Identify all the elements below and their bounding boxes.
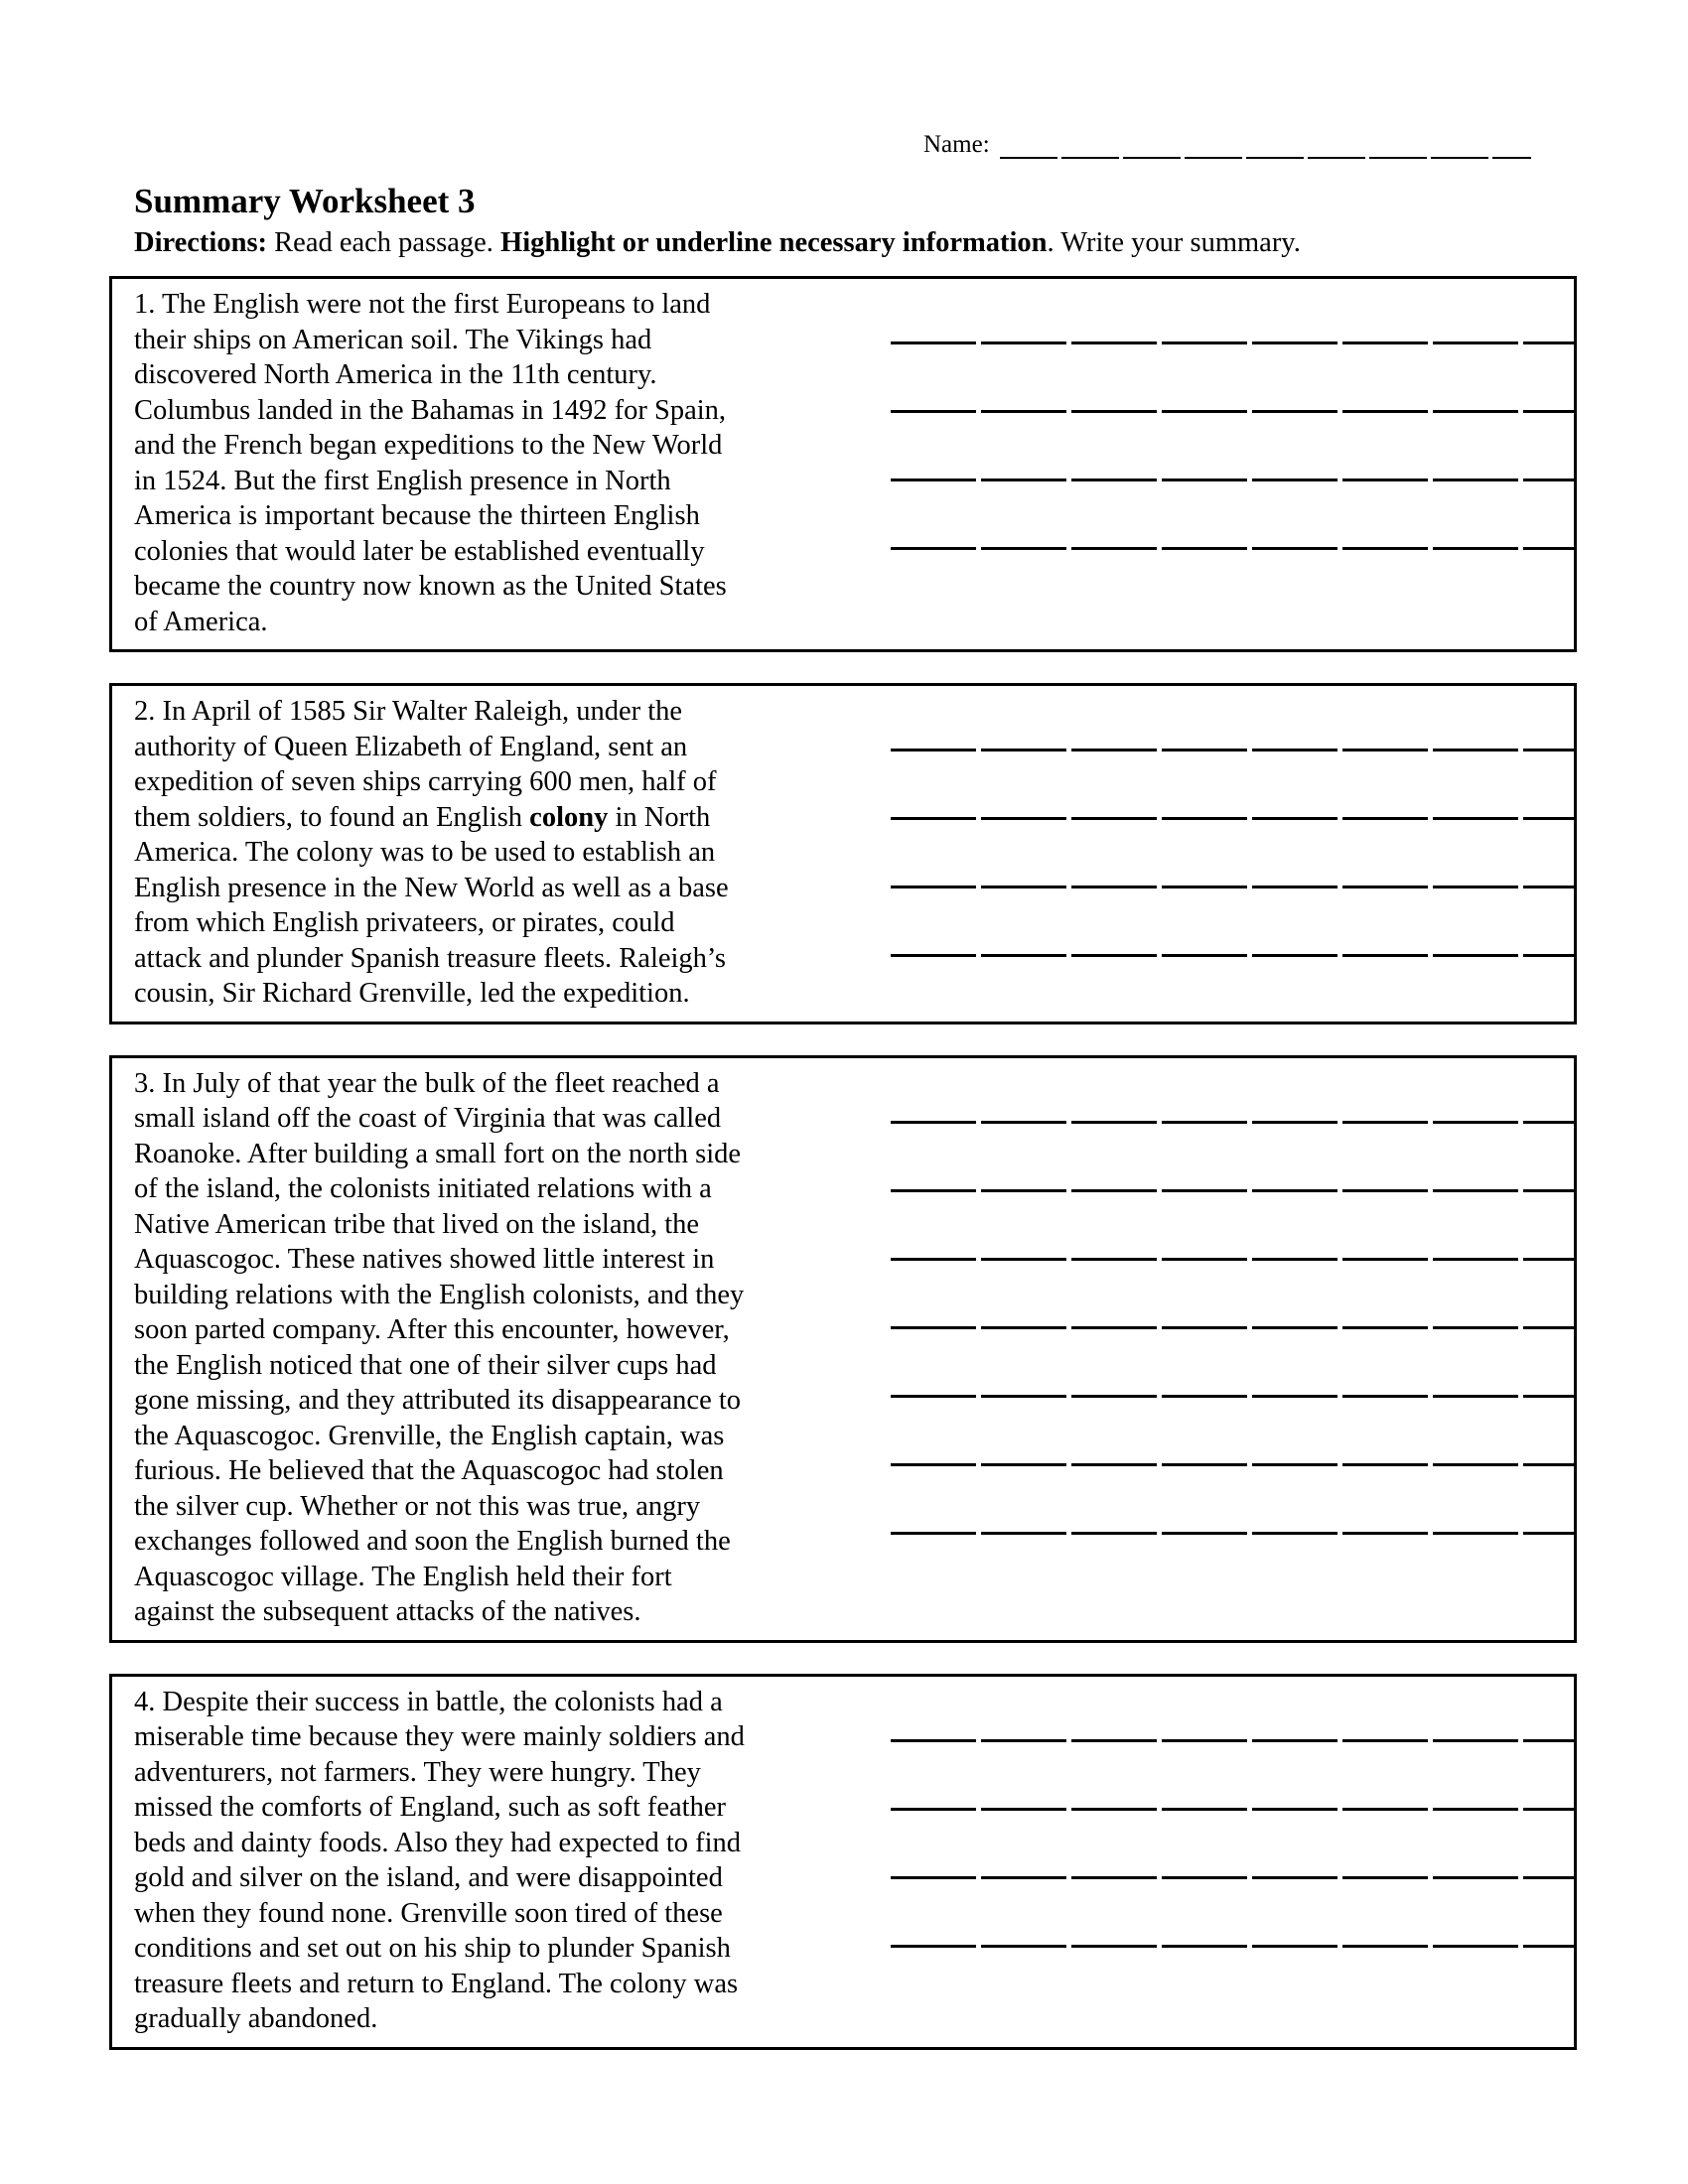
- summary-write-line[interactable]: [891, 749, 1574, 751]
- passage-text: 3. In July of that year the bulk of the fleet reached a small island off the coast of Virginia that was called Roanoke. After building a small fort on the north side of the island, the colonists initiated relations with a Native American tribe that lived on the island, the Aquascogoc. These natives showed little interest in building relations with the English colonists, and they soon parted company. After this encounter, however, the English noticed that one of their silver cups had gone missing, and they attributed its disappearance to the Aquascogoc. Grenville, the English captain, was furious. He believed that the Aquascogoc had stolen the silver cup. Whether or not this was true, angry exchanges followed and soon the English burned the Aquascogoc village. The English held their fort against the subsequent attacks of the natives.: [134, 1067, 745, 1628]
- summary-write-line[interactable]: [891, 341, 1574, 344]
- page-title: Summary Worksheet 3: [134, 182, 476, 220]
- passage-box: [109, 683, 1577, 1024]
- summary-write-line[interactable]: [891, 886, 1574, 888]
- summary-write-line[interactable]: [891, 1326, 1574, 1329]
- name-row: [0, 0, 1688, 159]
- summary-lines: [891, 1066, 1598, 1630]
- name-label: Name:: [923, 131, 990, 158]
- summary-write-line[interactable]: [891, 410, 1574, 413]
- summary-write-line[interactable]: [891, 817, 1574, 820]
- summary-write-line[interactable]: [891, 1395, 1574, 1398]
- passage-box: [109, 1055, 1577, 1643]
- summary-lines: [891, 287, 1598, 639]
- passage-text: 1. The English were not the first Europeans to land their ships on American soil. The Vikings had discovered North America in the 11th century. Columbus landed in the Bahamas in 1492 for Spain, and the French began expeditions to the New World in 1524. But the first English presence in North America is important because the thirteen English colonies that would later be established eventually became the country now known as the United States of America.: [134, 289, 727, 637]
- passages-container: [109, 276, 1577, 2050]
- summary-write-line[interactable]: [891, 1258, 1574, 1261]
- summary-lines: [891, 694, 1598, 1012]
- summary-write-line[interactable]: [891, 1463, 1574, 1466]
- summary-lines: [891, 1685, 1598, 2037]
- passage-box: [109, 1674, 1577, 2050]
- passage-box: [109, 276, 1577, 652]
- summary-write-line[interactable]: [891, 1876, 1574, 1879]
- passage-text: 4. Despite their success in battle, the colonists had a miserable time because they were mainly soldiers and adventurers, not farmers. They were hungry. They missed the comforts of England, such as soft feather beds and dainty foods. Also they had expected to find gold and silver on the island, and were disappointed when they found none. Grenville soon tired of these conditions and set out on his ship to plunder Spanish treasure fleets and return to England. The colony was gradually abandoned.: [134, 1686, 745, 2035]
- summary-write-line[interactable]: [891, 1808, 1574, 1811]
- summary-write-line[interactable]: [891, 954, 1574, 957]
- passage-text: 2. In April of 1585 Sir Walter Raleigh, under the authority of Queen Elizabeth of England, sent an expedition of seven ships carrying 600 men, half of them soldiers, to found an English colony in North America. The colony was to be used to establish an English presence in the New World as well as a base from which English privateers, or pirates, could attack and plunder Spanish treasure fleets. Raleigh’s cousin, Sir Richard Grenville, led the expedition.: [134, 696, 729, 1010]
- summary-write-line[interactable]: [891, 1532, 1574, 1535]
- summary-write-line[interactable]: [891, 478, 1574, 481]
- directions-text-2: . Write your summary.: [1047, 226, 1301, 258]
- summary-write-line[interactable]: [891, 1739, 1574, 1742]
- summary-write-line[interactable]: [891, 1945, 1574, 1948]
- directions-label: Directions:: [134, 226, 268, 258]
- name-fill-in-line[interactable]: [1000, 143, 1531, 159]
- summary-write-line[interactable]: [891, 547, 1574, 550]
- summary-write-line[interactable]: [891, 1121, 1574, 1124]
- summary-write-line[interactable]: [891, 1189, 1574, 1192]
- directions: [134, 225, 1688, 261]
- directions-text-1: Read each passage.: [267, 226, 501, 258]
- directions-bold-phrase: Highlight or underline necessary information: [500, 226, 1048, 258]
